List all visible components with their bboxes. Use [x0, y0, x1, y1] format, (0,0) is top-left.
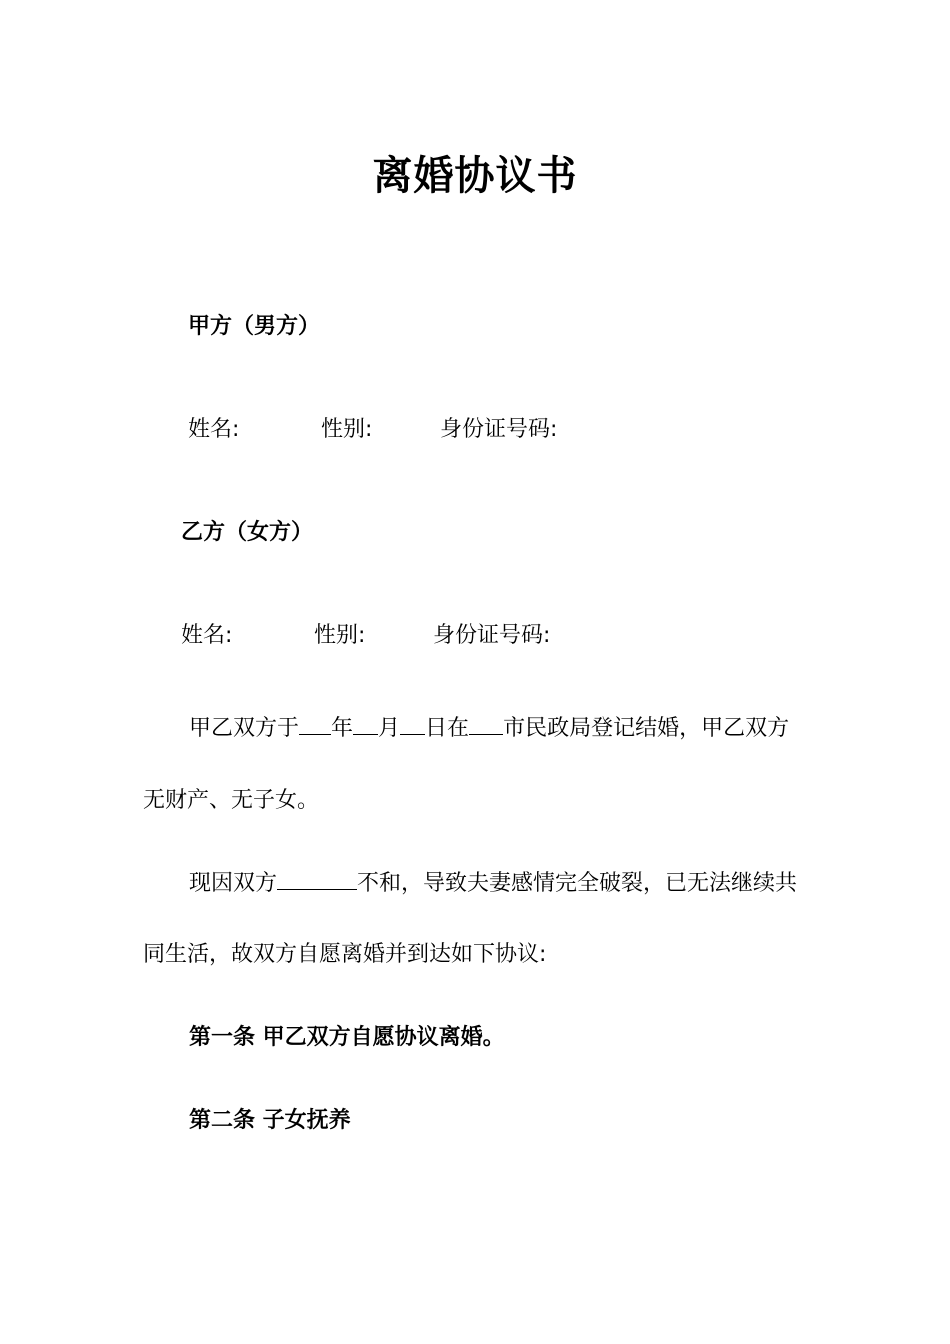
party-a-gender-label: 性别:: [321, 417, 373, 442]
party-b-name-label: 姓名:: [181, 623, 233, 648]
reason-blank: [277, 869, 357, 890]
divorce-reason-line: [189, 868, 797, 900]
document-title: 离婚协议书: [372, 153, 578, 199]
party-b-info-row: [181, 620, 881, 652]
day-blank: [400, 714, 425, 735]
party-a-name-label: 姓名:: [188, 417, 240, 442]
para1-continuation: 无财产、无子女。: [143, 788, 320, 813]
article-1: 第一条 甲乙双方自愿协议离婚。: [189, 1025, 505, 1050]
month-blank: [353, 714, 378, 735]
para1-text-1: 甲乙双方于: [189, 716, 300, 741]
year-blank: [299, 714, 331, 735]
para1-text-5: 市民政局登记结婚，甲乙双方: [503, 716, 790, 741]
party-a-heading: 甲方（男方）: [188, 314, 321, 339]
article-2-heading: 第二条 子女抚养: [189, 1108, 351, 1133]
city-blank: [469, 714, 503, 735]
para1-text-4: 日在: [425, 716, 470, 741]
party-a-id-label: 身份证号码:: [440, 417, 558, 442]
para1-text-2: 年: [331, 716, 354, 741]
para2-text-2: 不和，导致夫妻感情完全破裂，已无法继续共: [357, 871, 798, 896]
party-b-id-label: 身份证号码:: [433, 623, 551, 648]
marriage-registration-line: [189, 713, 789, 745]
para2-continuation: 同生活，故双方自愿离婚并到达如下协议:: [143, 942, 547, 967]
party-b-gender-label: 性别:: [314, 623, 366, 648]
para1-text-3: 月: [378, 716, 401, 741]
party-a-info-row: [188, 414, 888, 446]
para2-text-1: 现因双方: [189, 871, 278, 896]
party-b-heading: 乙方（女方）: [181, 520, 314, 545]
